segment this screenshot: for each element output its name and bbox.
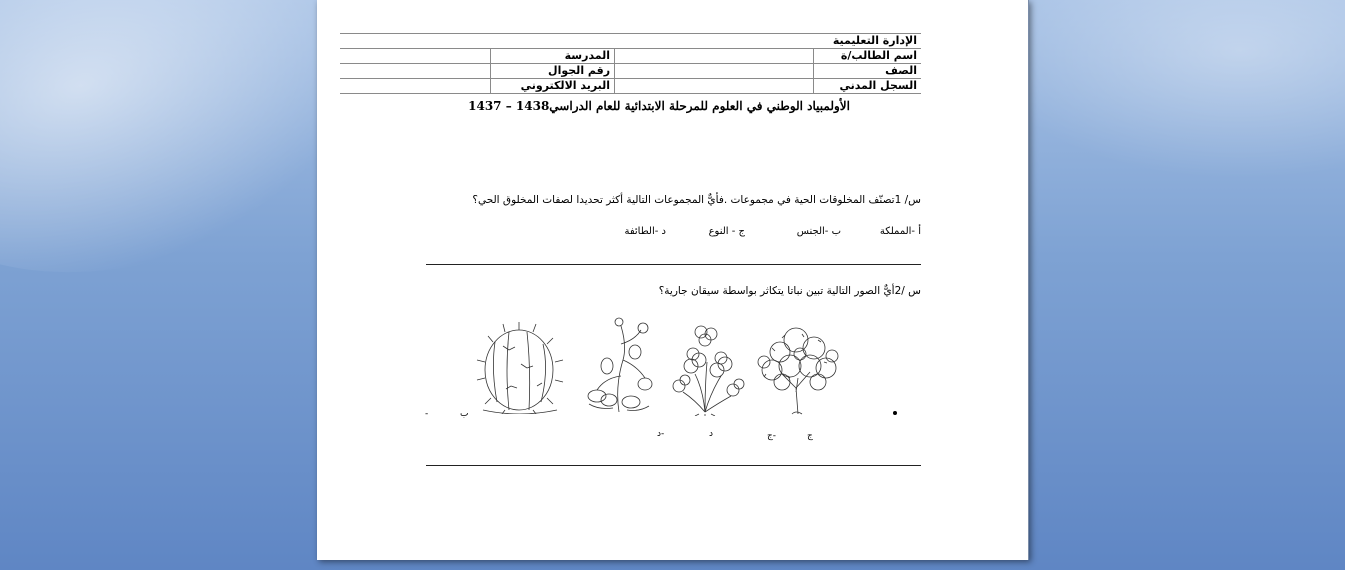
question-2-label-d-dash: -د (657, 429, 665, 439)
label-student-name: اسم الطالب/ة (814, 49, 921, 64)
value-directorate[interactable] (615, 34, 814, 49)
tree-icon (752, 318, 844, 416)
exam-title: الأولمبياد الوطني في العلوم للمرحلة الابتدائية للعام الدراسي1438 – 1437 (468, 99, 850, 113)
label-school: المدرسة (490, 49, 614, 64)
label-blank (490, 34, 614, 49)
question-2-label-c-dash: -ج (767, 431, 777, 441)
table-row (340, 34, 921, 49)
value-grade[interactable] (615, 64, 814, 79)
question-2-label-c: ج (807, 431, 813, 441)
question-1-text: س/ 1تصنّف المخلوقات الحية في مجموعات .فأيٌّ المجموعات التالية أكثر تحديدا لصفات المخلوق الحي؟ (472, 194, 921, 206)
separator-line (426, 264, 921, 265)
question-2-text: س /2أيٌّ الصور التالية تبين نباتا يتكاثر بواسطة سيقان جارية؟ (658, 285, 921, 297)
question-2-label-dash: - (425, 409, 429, 419)
question-1-option-c: ج - النوع (708, 226, 745, 237)
label-grade: الصف (814, 64, 921, 79)
clover-icon (665, 320, 749, 416)
table-row (340, 64, 921, 79)
label-mobile: رقم الجوال (490, 64, 614, 79)
question-1-option-b: ب -الجنس (796, 226, 841, 237)
label-civil-record: السجل المدني (814, 79, 921, 94)
student-info-table (340, 33, 921, 94)
value-student-name[interactable] (615, 49, 814, 64)
cactus-icon (475, 322, 567, 414)
value-mobile[interactable] (340, 64, 490, 79)
question-1-option-a: أ -المملكة (879, 226, 921, 237)
document-page (317, 0, 1029, 560)
question-1-option-d: د -الطائفة (624, 226, 666, 237)
value-email[interactable] (340, 79, 490, 94)
bullet-marker (893, 411, 897, 415)
separator-line-2 (426, 465, 921, 466)
table-row (340, 79, 921, 94)
question-2-label-d: د (709, 429, 714, 439)
question-2-label-b: ب (460, 409, 469, 419)
table-row (340, 49, 921, 64)
background-highlight-right (980, 0, 1345, 180)
runner-plant-icon (579, 316, 663, 416)
label-email: البريد الالكتروني (490, 79, 614, 94)
value-school[interactable] (340, 49, 490, 64)
value-blank[interactable] (340, 34, 490, 49)
label-directorate: الإدارة التعليمية (814, 34, 921, 49)
value-civil-record[interactable] (615, 79, 814, 94)
